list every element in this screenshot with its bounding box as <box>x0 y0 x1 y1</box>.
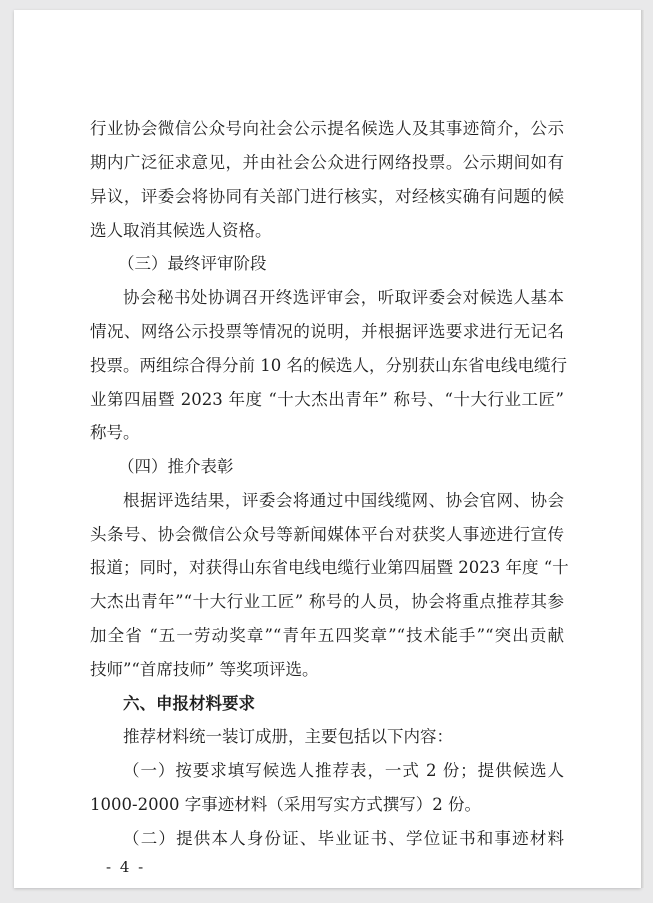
body-text-line: 推荐材料统一装订成册，主要包括以下内容： <box>123 727 453 746</box>
body-text-line: 称号。 <box>90 423 140 442</box>
body-text-line: 协会秘书处协调召开终选评审会，听取评委会对候选人基本 <box>123 288 564 307</box>
body-text-line: 技师”“首席技师” 等奖项评选。 <box>90 660 319 679</box>
body-text-line: 异议，评委会将协同有关部门进行核实，对经核实确有问题的候 <box>90 187 564 206</box>
section-heading: 六、申报材料要求 <box>123 694 255 713</box>
body-text-line: 期内广泛征求意见，并由社会公众进行网络投票。公示期间如有 <box>90 153 564 172</box>
body-text-line: 业第四届暨 2023 年度 “十大杰出青年” 称号、“十大行业工匠” <box>90 390 564 409</box>
page-edge-shadow <box>641 10 645 888</box>
body-text-line: （一）按要求填写候选人推荐表，一式 2 份；提供候选人 <box>123 761 564 780</box>
body-text-line: 情况、网络公示投票等情况的说明，并根据评选要求进行无记名 <box>90 322 564 341</box>
body-text-line: 投票。两组综合得分前 10 名的候选人，分别获山东省电线电缆行 <box>90 356 567 375</box>
body-text-line: （二）提供本人身份证、毕业证书、学位证书和事迹材料 <box>123 829 564 848</box>
body-text-line: 1000-2000 字事迹材料（采用写实方式撰写）2 份。 <box>90 795 482 814</box>
body-text-line: 根据评选结果，评委会将通过中国线缆网、协会官网、协会 <box>123 491 564 510</box>
body-text-line: 头条号、协会微信公众号等新闻媒体平台对获奖人事迹进行宣传 <box>90 525 564 544</box>
body-text-line: 加全省 “五一劳动奖章”“青年五四奖章”“技术能手”“突出贡献 <box>90 626 564 645</box>
section-subheading: （四）推介表彰 <box>118 457 234 476</box>
body-text-line: 报道；同时，对获得山东省电线电缆行业第四届暨 2023 年度 “十 <box>90 558 569 577</box>
document-page <box>14 10 641 888</box>
body-text-line: 选人取消其候选人资格。 <box>90 221 272 240</box>
page-number: - 4 - <box>106 858 146 876</box>
body-text-line: 行业协会微信公众号向社会公示提名候选人及其事迹简介，公示 <box>90 119 564 138</box>
body-text-line: 大杰出青年”“十大行业工匠” 称号的人员，协会将重点推荐其参 <box>90 592 564 611</box>
section-subheading: （三）最终评审阶段 <box>118 254 267 273</box>
